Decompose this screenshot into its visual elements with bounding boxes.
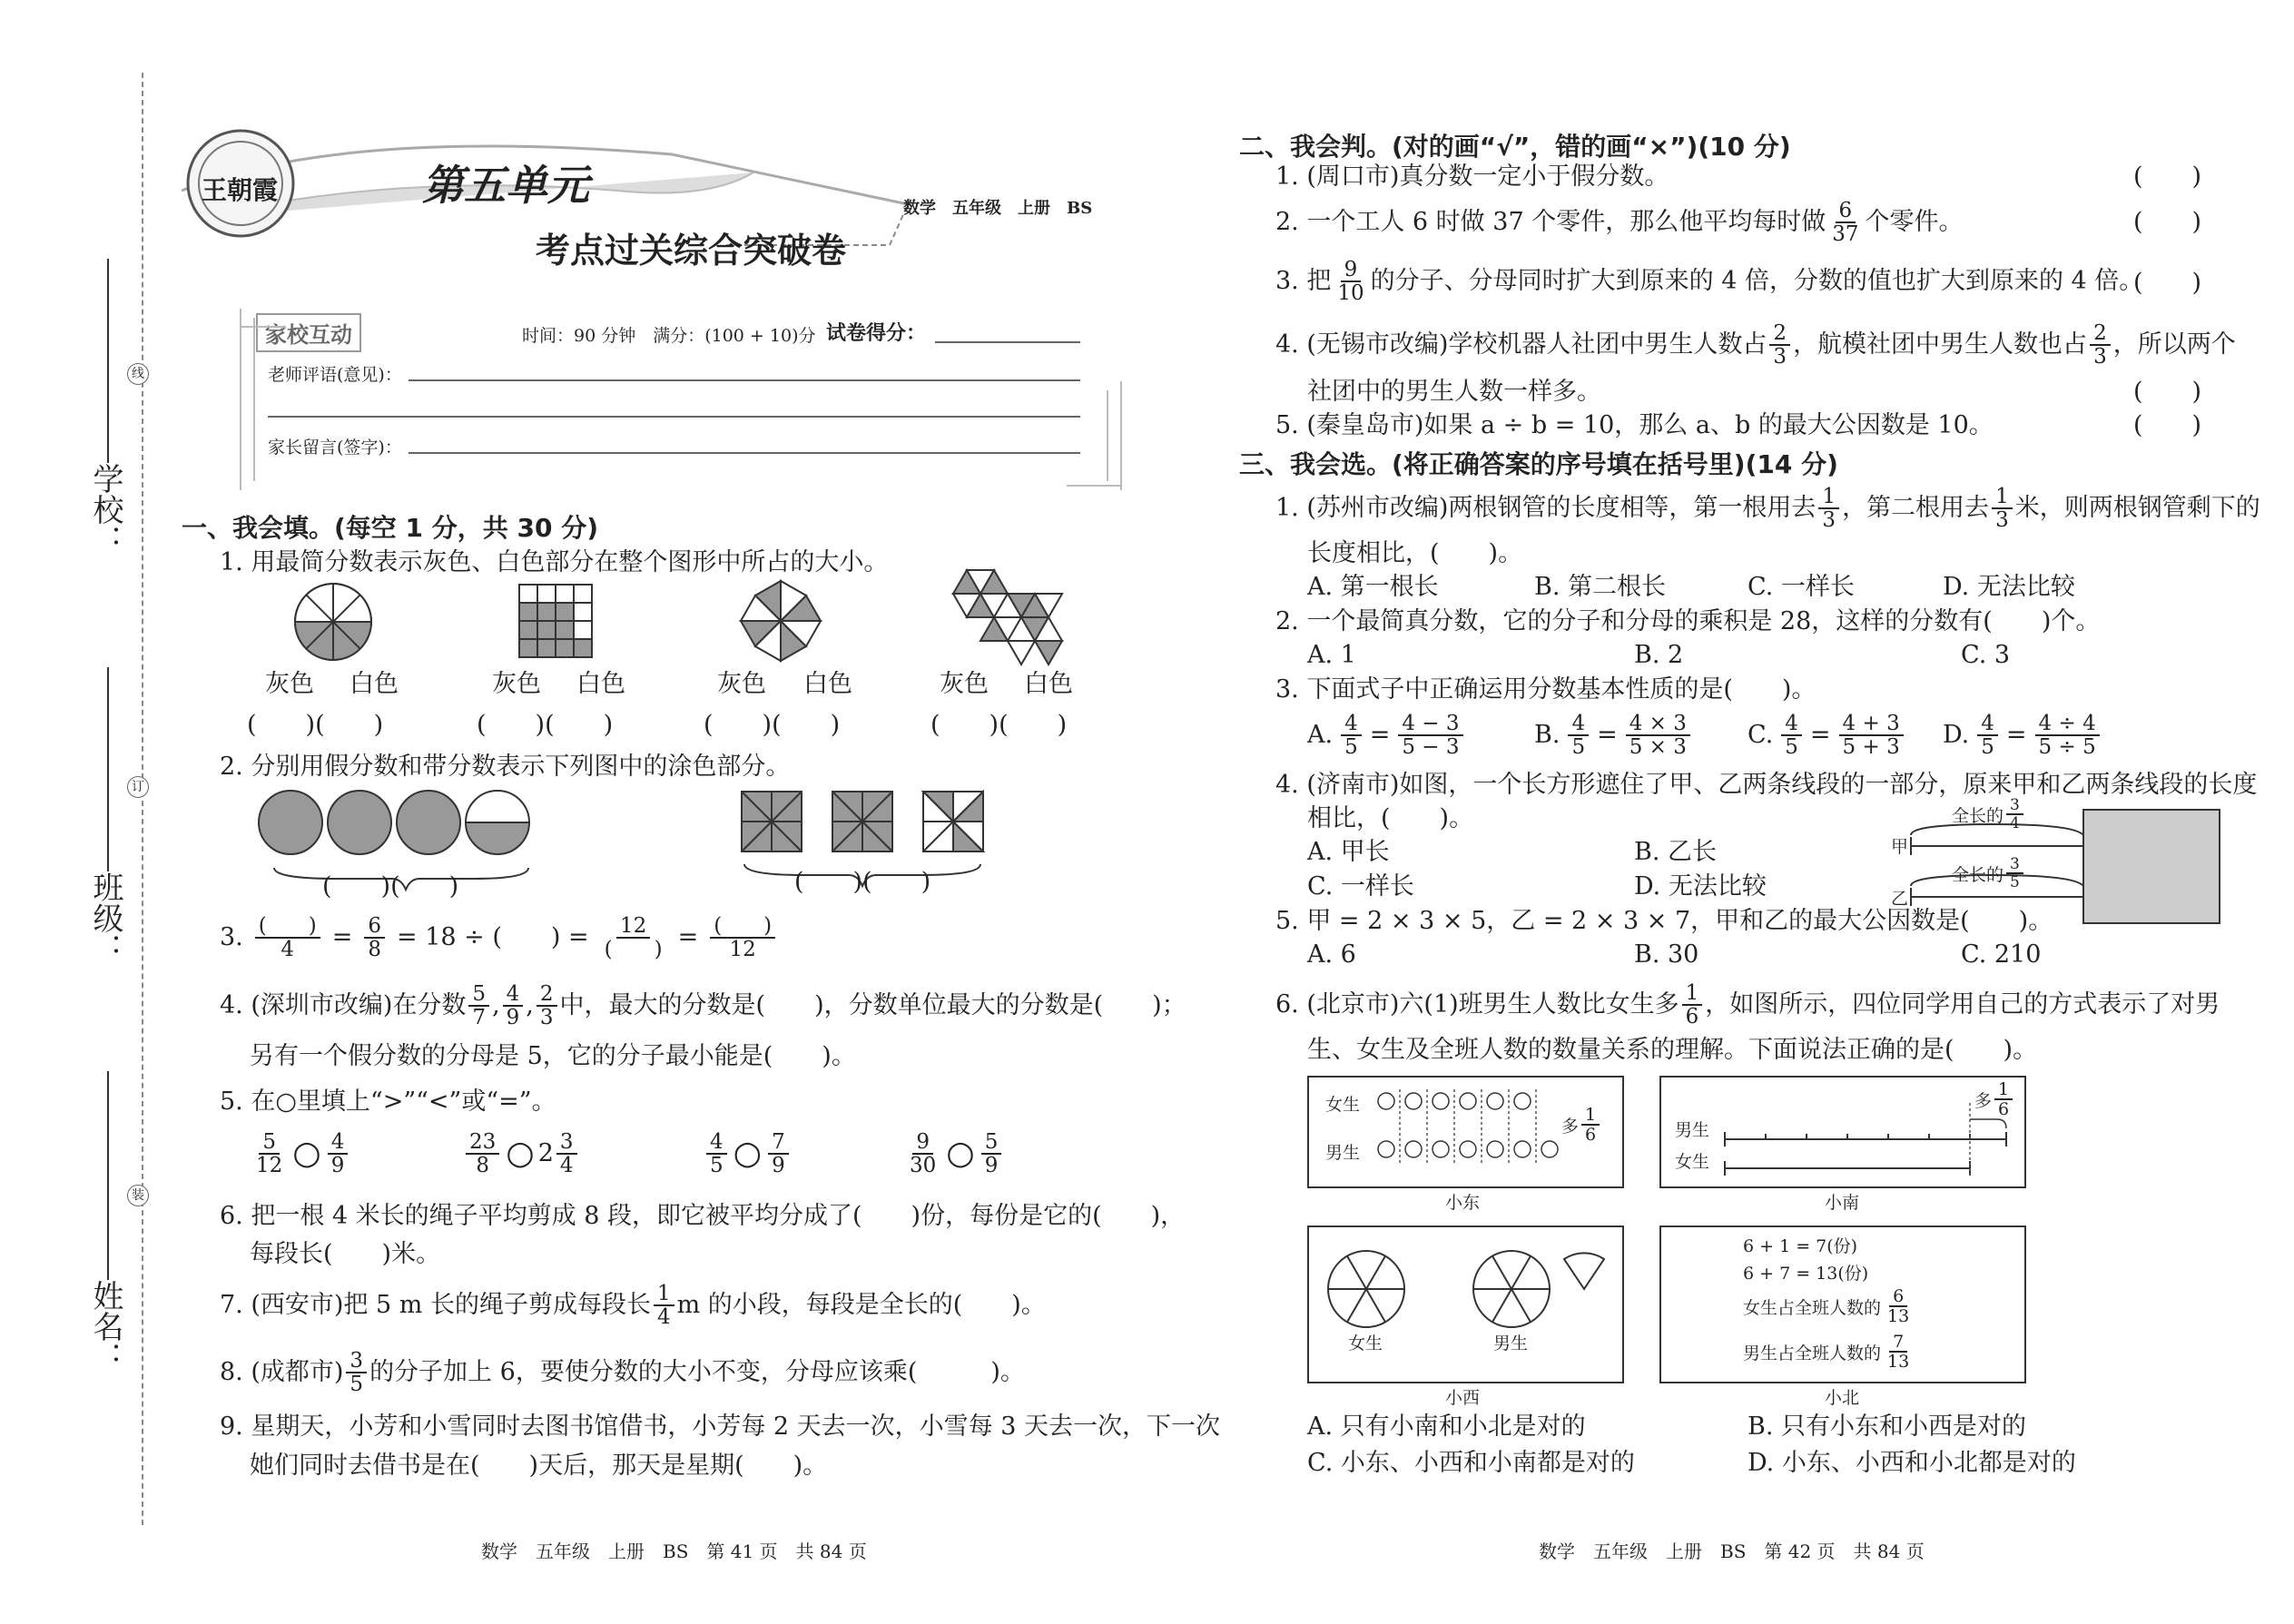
s3-q6-option[interactable]: D. 小东、小西和小北都是对的 xyxy=(1748,1449,2076,1477)
section1-title: 一、我会填。(每空 1 分，共 30 分) xyxy=(182,513,599,543)
page-footer-right: 数学 五年级 上册 BS 第 42 页 共 84 页 xyxy=(1539,1540,1925,1562)
s1-q7[interactable]: 7. (西安市)把 5 m 长的绳子剪成每段长 $\frac{1}{4}$ m 的小段，每段是全长的( )。 xyxy=(220,1282,1046,1329)
s1-q9-cont[interactable]: 她们同时去借书是在( )天后，那天是星期( )。 xyxy=(250,1452,828,1480)
s3-q4-cont[interactable]: 相比，( )。 xyxy=(1307,804,1474,832)
q1-white-label: 白色 xyxy=(803,670,852,698)
s3-q4: 4. (济南市)如图，一个长方形遮住了甲、乙两条线段的一部分，原来甲和乙两条线段的长度 xyxy=(1275,771,2258,799)
fig-xn-boy-label: 男生 xyxy=(1675,1120,1710,1140)
s1-q4-cont[interactable]: 另有一个假分数的分母是 5，它的分子最小能是( )。 xyxy=(250,1042,856,1070)
judge-blank[interactable]: ( ) xyxy=(2133,162,2202,191)
s1-q3: 3. $\frac{( )}{4}$ = $\frac{6}{8}$ = 18 ÷ ( ) = $\frac{12}{( )}$ = $\frac{( )}{12}$ xyxy=(220,915,778,960)
s3-q1-option[interactable]: A. 第一根长 xyxy=(1307,573,1439,601)
section2-title: 二、我会判。(对的画“√”，错的画“×”)(10 分) xyxy=(1239,132,1791,162)
s3-q3[interactable]: 3. 下面式子中正确运用分数基本性质的是( )。 xyxy=(1275,675,1816,704)
s3-q1-option[interactable]: D. 无法比较 xyxy=(1943,573,2075,601)
fig-xx-name: 小西 xyxy=(1445,1388,1481,1408)
s3-q4-option[interactable]: C. 一样长 xyxy=(1307,872,1414,901)
q1-fig-pinwheel xyxy=(737,577,824,664)
q5-compare-item[interactable]: $\frac{23}{8}$ ○ 2 $\frac{3}{4}$ xyxy=(463,1131,580,1176)
fig-xb-line2: 6 + 7 = 13(份) xyxy=(1743,1264,1869,1284)
s3-q6-cont[interactable]: 生、女生及全班人数的数量关系的理解。下面说法正确的是( )。 xyxy=(1307,1036,2038,1064)
fig-xn-bars xyxy=(1725,1103,2015,1176)
judge-blank[interactable]: ( ) xyxy=(2133,378,2202,406)
name-label: 姓名： xyxy=(87,1280,123,1373)
s3-q3-option[interactable]: A. $\frac{4}{5}$ = $\frac{4 - 3}{5 - 3}$ xyxy=(1307,713,1466,758)
s2-q5: 5. (秦皇岛市)如果 a ÷ b = 10，那么 a、b 的最大公因数是 10。 xyxy=(1275,411,1994,439)
q4-jia-caption: 全长的 $\frac{3}{4}$ xyxy=(1952,797,2026,832)
fig-xx-girl-label: 女生 xyxy=(1348,1334,1383,1353)
q1-gray-label: 灰色 xyxy=(940,670,989,698)
teacher-label: 老师评语(意见)： xyxy=(268,365,402,385)
judge-blank[interactable]: ( ) xyxy=(2133,269,2202,297)
fig-xx-boy-label: 男生 xyxy=(1493,1334,1529,1353)
s3-q5-option[interactable]: A. 6 xyxy=(1307,940,1356,969)
q5-compare-item[interactable]: $\frac{4}{5}$ ○ $\frac{7}{9}$ xyxy=(704,1131,792,1176)
score-label: 试卷得分： xyxy=(826,321,927,345)
q1-gray-label: 灰色 xyxy=(492,670,541,698)
s2-q1: 1. (周口市)真分数一定小于假分数。 xyxy=(1275,162,1669,191)
name-field[interactable] xyxy=(107,1071,109,1280)
s3-q6-option[interactable]: B. 只有小东和小西是对的 xyxy=(1748,1412,2027,1441)
fig-xd-more: 多 $\frac{1}{6}$ xyxy=(1561,1106,1602,1144)
q4-jia-label: 甲 xyxy=(1891,837,1909,857)
seal-char: 装 xyxy=(127,1185,149,1206)
page-footer-left: 数学 五年级 上册 BS 第 41 页 共 84 页 xyxy=(481,1540,867,1562)
judge-blank[interactable]: ( ) xyxy=(2133,208,2202,236)
q1-answer-blank[interactable]: ( )( ) xyxy=(247,711,384,739)
s1-q1: 1. 用最简分数表示灰色、白色部分在整个图形中所占的大小。 xyxy=(220,548,889,576)
q3-fraction: $\frac{6}{8}$ xyxy=(364,915,385,960)
s3-q4-option[interactable]: A. 甲长 xyxy=(1307,838,1390,866)
s1-q8[interactable]: 8. (成都市) $\frac{3}{5}$ 的分子加上 6，要使分数的大小不变，分母应该乘( )。 xyxy=(220,1349,1025,1396)
fig-xn-girl-label: 女生 xyxy=(1675,1152,1710,1172)
q1-white-label: 白色 xyxy=(1024,670,1073,698)
header-frame xyxy=(231,300,1130,499)
class-field[interactable] xyxy=(107,667,109,871)
s3-q1-option[interactable]: B. 第二根长 xyxy=(1534,573,1667,601)
s3-q6-option[interactable]: C. 小东、小西和小南都是对的 xyxy=(1307,1449,1635,1477)
s3-q6-option[interactable]: A. 只有小南和小北是对的 xyxy=(1307,1412,1586,1441)
s3-q3-option[interactable]: C. $\frac{4}{5}$ = $\frac{4 + 3}{5 + 3}$ xyxy=(1748,713,1906,758)
s3-q5-option[interactable]: C. 210 xyxy=(1961,940,2042,969)
q1-fig-square xyxy=(519,585,592,657)
s2-q3: 3. 把 $\frac{9}{10}$ 的分子、分母同时扩大到原来的 4 倍，分数的值也扩大到原来的 4 倍。 xyxy=(1275,258,2144,305)
s2-q2: 2. 一个工人 6 时做 37 个零件，那么他平均每时做 $\frac{6}{37}$ 个零件。 xyxy=(1275,199,1964,246)
s2-q4: 4. (无锡市改编)学校机器人社团中男生人数占 $\frac{2}{3}$ ，航模社团中男生人数也占 $\frac{2}{3}$ ，所以两个 xyxy=(1275,321,2236,369)
q1-answer-blank[interactable]: ( )( ) xyxy=(930,711,1068,739)
s3-q3-option[interactable]: D. $\frac{4}{5}$ = $\frac{4 \div 4}{5 \div 5}$ xyxy=(1943,713,2102,758)
section3-title: 三、我会选。(将正确答案的序号填在括号里)(14 分) xyxy=(1239,449,1838,479)
q3-fraction[interactable]: $\frac{( )}{4}$ xyxy=(255,915,320,960)
q1-fig-circle xyxy=(292,581,374,663)
q2-answer-blank[interactable]: ( )( ) xyxy=(322,872,459,901)
unit-title: 第五单元 xyxy=(422,161,589,210)
paper-subtitle: 考点过关综合突破卷 xyxy=(536,231,847,271)
s1-q2: 2. 分别用假分数和带分数表示下列图中的涂色部分。 xyxy=(220,753,791,781)
class-label: 班级： xyxy=(87,871,123,964)
q3-number: 3. xyxy=(220,923,243,951)
q5-compare-item[interactable]: $\frac{5}{12}$ ○ $\frac{4}{9}$ xyxy=(250,1131,350,1176)
school-field[interactable] xyxy=(107,259,109,463)
s1-q5: 5. 在○里填上“>”“<”或“=”。 xyxy=(220,1088,556,1116)
seal-char: 订 xyxy=(127,776,149,798)
q3-fraction[interactable]: $\frac{12}{( )}$ xyxy=(604,914,663,961)
s3-q4-option[interactable]: B. 乙长 xyxy=(1634,838,1718,866)
q2-answer-blank[interactable]: ( )( ) xyxy=(794,868,931,896)
s3-q2[interactable]: 2. 一个最简真分数，它的分子和分母的乘积是 28，这样的分数有( )个。 xyxy=(1275,607,2101,635)
binding-line xyxy=(142,73,143,1525)
s3-q5[interactable]: 5. 甲 = 2 × 3 × 5，乙 = 2 × 3 × 7，甲和乙的最大公因数是( )。 xyxy=(1275,907,2053,935)
s2-q4-cont: 社团中的男生人数一样多。 xyxy=(1307,378,1601,406)
school-label: 学校： xyxy=(87,463,123,556)
seal-char: 线 xyxy=(127,363,149,385)
q1-gray-label: 灰色 xyxy=(717,670,766,698)
s3-q1-cont[interactable]: 长度相比，( )。 xyxy=(1307,539,1523,567)
judge-blank[interactable]: ( ) xyxy=(2133,411,2202,439)
fig-xx-pies xyxy=(1321,1248,1611,1339)
q1-white-label: 白色 xyxy=(350,670,399,698)
logo-text: 王朝霞 xyxy=(202,175,279,205)
jiaxiao-badge: 家校互动 xyxy=(256,313,361,352)
s3-q2-option[interactable]: A. 1 xyxy=(1307,641,1356,669)
q4-yi-label: 乙 xyxy=(1891,889,1909,909)
s3-q4-option[interactable]: D. 无法比较 xyxy=(1634,872,1767,901)
s3-q2-option[interactable]: B. 2 xyxy=(1634,641,1684,669)
q1-answer-blank[interactable]: ( )( ) xyxy=(704,711,841,739)
time-info: 时间：90 分钟 满分：(100 + 10)分 xyxy=(522,326,816,346)
s3-q5-option[interactable]: B. 30 xyxy=(1634,940,1699,969)
s1-q6[interactable]: 6. 把一根 4 米长的绳子平均剪成 8 段，即它被平均分成了( )份，每份是它的( )， xyxy=(220,1202,1186,1230)
q3-fraction[interactable]: $\frac{( )}{12}$ xyxy=(710,915,775,960)
s1-q9: 9. 星期天，小芳和小雪同时去图书馆借书，小芳每 2 天去一次，小雪每 3 天去一次，下一次 xyxy=(220,1412,1221,1441)
s3-q1-option[interactable]: C. 一样长 xyxy=(1748,573,1855,601)
fig-xb-line1: 6 + 1 = 7(份) xyxy=(1743,1236,1858,1256)
fig-xn-more: 多 $\frac{1}{6}$ xyxy=(1974,1080,2015,1118)
s3-q2-option[interactable]: C. 3 xyxy=(1961,641,2011,669)
s1-q4: 4. (深圳市改编)在分数 $\frac{5}{7}$ , $\frac{4}{9}$ , $\frac{2}{3}$ 中，最大的分数是( )，分数单位最大的分数是( )； xyxy=(220,982,1186,1029)
fig-xb-line3: 女生占全班人数的 $\frac{6}{13}$ xyxy=(1743,1286,1910,1326)
fig-xd-girl-label: 女生 xyxy=(1325,1095,1361,1115)
fig-xn-name: 小南 xyxy=(1825,1193,1860,1213)
q4-yi-caption: 全长的 $\frac{3}{5}$ xyxy=(1952,856,2026,891)
q5-compare-item[interactable]: $\frac{9}{30}$ ○ $\frac{5}{9}$ xyxy=(903,1131,1004,1176)
q1-fig-hexagons xyxy=(944,568,1071,670)
fig-xd-circles xyxy=(1375,1089,1557,1171)
q1-answer-blank[interactable]: ( )( ) xyxy=(477,711,614,739)
s3-q3-option[interactable]: B. $\frac{4}{5}$ = $\frac{4 \times 3}{5 \times 3}$ xyxy=(1534,713,1693,758)
s1-q6-cont[interactable]: 每段长( )米。 xyxy=(250,1240,441,1268)
fig-xd-name: 小东 xyxy=(1445,1193,1481,1213)
q1-white-label: 白色 xyxy=(576,670,625,698)
fig-xb-name: 小北 xyxy=(1825,1388,1860,1408)
s3-q6: 6. (北京市)六(1)班男生人数比女生多 $\frac{1}{6}$ ，如图所示，四位同学用自己的方式表示了对男 xyxy=(1275,981,2220,1029)
q1-gray-label: 灰色 xyxy=(265,670,314,698)
s3-q1: 1. (苏州市改编)两根钢管的长度相等，第一根用去 $\frac{1}{3}$ ，第二根用去 $\frac{1}{3}$ 米，则两根钢管剩下的 xyxy=(1275,485,2260,532)
fig-xd-boy-label: 男生 xyxy=(1325,1143,1361,1163)
parent-label: 家长留言(签字)： xyxy=(268,438,402,458)
book-tag: 数学 五年级 上册 BS xyxy=(903,199,1093,218)
fig-xb-line4: 男生占全班人数的 $\frac{7}{13}$ xyxy=(1743,1332,1910,1372)
